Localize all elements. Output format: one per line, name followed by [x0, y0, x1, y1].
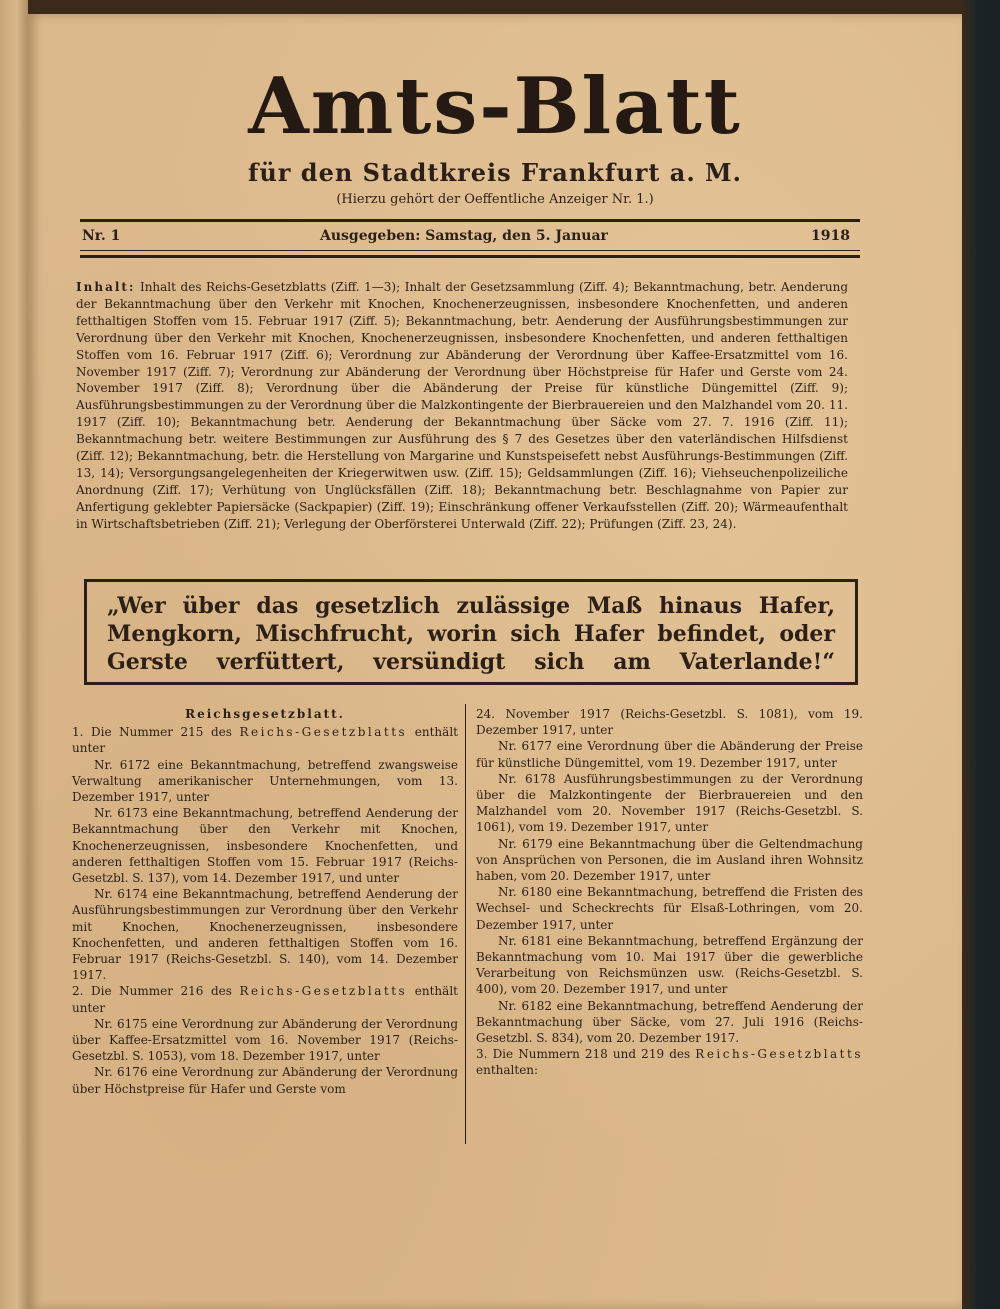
section-heading: Reichsgesetzblatt.: [185, 707, 345, 721]
paragraph: Nr. 6178 Ausführungsbestimmungen zu der Verordnung über die Malzkontingente der Bierbrauereien und den Malzhandel vom 20. November 1917 (Reichs-Gesetzbl. S. 1061), vom 19. Dezember 1917, unter: [476, 771, 863, 835]
quote-text: „Wer über das gesetzlich zulässige Maß hinaus Hafer, Mengkorn, Mischfrucht, worin sich Hafer befindet, oder Gerste verfüttert, versündigt sich am Vaterlande!“: [107, 593, 835, 675]
adjacent-page-edge: [0, 0, 28, 1309]
paragraph: Nr. 6181 eine Bekanntmachung, betreffend Ergänzung der Bekanntmachung vom 10. Mai 1917 über die gewerbliche Verarbeitung von Reichsmünzen usw. (Reichs-Gesetzbl. S. 400), vom 20. Dezember 1917, und unter: [476, 933, 863, 997]
gazette-title: Reichs-Gesetzblatts: [239, 984, 408, 999]
paragraph-lead: 3. Die Nummern 218 und 219 des: [476, 1047, 691, 1062]
newspaper-page: [28, 14, 962, 1309]
header-rule-top: [80, 219, 860, 222]
masthead-title: Amts-Blatt: [248, 61, 742, 152]
issue-year: 1918: [811, 228, 850, 244]
gazette-title: Reichs-Gesetzblatts: [695, 1047, 863, 1062]
left-column: [72, 706, 458, 1097]
table-of-contents: [76, 279, 848, 533]
contents-text: Inhalt des Reichs-Gesetzblatts (Ziff. 1—3); Inhalt der Gesetzsammlung (Ziff. 4); Bekanntmachung, betr. Aenderung der Bekanntmachung über den Verkehr mit Knochen, Knochenerzeugnissen, insbesondere Knochenfetten, und anderen fetthaltigen Stoffen vom 15. Februar 1917 (Ziff. 5); Bekanntmachung, betr. Aenderung der Ausführungsbestimmungen zur Verordnung über den Verkehr mit Knochen, Knochenerzeugnissen, insbesondere Knochenfetten, und anderen fetthaltigen Stoffen vom 16. Februar 1917 (Ziff. 6); Verordnung zur Abänderung der Verordnung über Kaffee-Ersatzmittel vom 16. November 1917 (Ziff. 7); Verordnung zur Abänderung der Verordnung über Höchstpreise für Hafer und Gerste vom 24. November 1917 (Ziff. 8); Verordnung über die Abänderung der Preise für künstliche Düngemittel (Ziff. 9); Ausführungsbestimmungen zu der Verordnung über die Malzkontingente der Bierbrauereien und den Malzhandel vom 20. 11. 1917 (Ziff. 10); Bekanntmachung betr. Aenderung der Bekanntmachung über Säcke vom 27. 7. 1916 (Ziff. 11); Bekanntmachung betr. weitere Bestimmungen zur Ausführung des § 7 des Gesetzes über den vaterländischen Hilfsdienst (Ziff. 12); Bekanntmachung, betr. die Herstellung von Margarine und Kunstspeisefett nebst Ausführungs-Bestimmungen (Ziff. 13, 14); Versorgungsangelegenheiten der Kriegerwitwen usw. (Ziff. 15); Geldsammlungen (Ziff. 16); Viehseuchenpolizeiliche Anordnung (Ziff. 17); Verhütung von Unglücksfällen (Ziff. 18); Bekanntmachung betr. Beschlagnahme von Papier zur Anfertigung geklebter Papiersäcke (Sackpapier) (Ziff. 19); Einschränkung offener Verkaufsstellen (Ziff. 20); Wärmeaufenthalt in Wirtschaftsbetrieben (Ziff. 21); Verlegung der Oberförsterei Unterwald (Ziff. 22); Prüfungen (Ziff. 23, 24).: [76, 280, 848, 531]
paragraph: [72, 983, 458, 1015]
header-rule-mid: [80, 250, 860, 251]
masthead-subtitle: für den Stadtkreis Frankfurt a. M.: [248, 158, 742, 187]
paragraph-tail: enthalten:: [476, 1063, 539, 1078]
paragraph: Nr. 6180 eine Bekanntmachung, betreffend die Fristen des Wechsel- und Scheckrechts für Elsaß-Lothringen, vom 20. Dezember 1917, unter: [476, 885, 863, 932]
paragraph-lead: 1. Die Nummer 215 des: [72, 725, 232, 740]
header-rule-bottom: [80, 255, 860, 258]
issue-number: Nr. 1: [82, 228, 121, 244]
quote-box: [84, 579, 858, 685]
paragraph-lead: 2. Die Nummer 216 des: [72, 984, 232, 999]
paragraph: Nr. 6182 eine Bekanntmachung, betreffend Aenderung der Bekanntmachung über Säcke, vom 27. Juli 1916 (Reichs-Gesetzbl. S. 834), vom 20. Dezember 1917.: [476, 998, 863, 1046]
paragraph: Nr. 6176 eine Verordnung zur Abänderung der Verordnung über Höchstpreise für Hafer und Gerste vom: [72, 1065, 458, 1096]
issue-line: [80, 228, 860, 250]
paragraph: Nr. 6179 eine Bekanntmachung über die Geltendmachung von Ansprüchen von Personen, die im Ausland ihren Wohnsitz haben, vom 20. Dezember 1917, unter: [476, 836, 863, 884]
contents-label: Inhalt:: [76, 280, 136, 294]
paragraph: 24. November 1917 (Reichs-Gesetzbl. S. 1081), vom 19. Dezember 1917, unter: [476, 707, 863, 738]
column-divider: [465, 704, 466, 1144]
book-cover-edge: [962, 0, 1000, 1309]
right-column: [476, 706, 863, 1079]
paragraph: [476, 1046, 863, 1078]
paragraph: Nr. 6175 eine Verordnung zur Abänderung der Verordnung über Kaffee-Ersatzmittel vom 16. November 1917 (Reichs-Gesetzbl. S. 1053), vom 18. Dezember 1917, unter: [72, 1016, 458, 1064]
paragraph: Nr. 6174 eine Bekanntmachung, betreffend Aenderung der Ausführungsbestimmungen zur Verordnung über den Verkehr mit Knochen, Knochenerzeugnissen, insbesondere Knochenfetten, und anderen fetthaltigen Stoffen vom 16. Februar 1917 (Reichs-Gesetzbl. S. 140), vom 14. Dezember 1917.: [72, 887, 458, 983]
paragraph: Nr. 6172 eine Bekanntmachung, betreffend zwangsweise Verwaltung amerikanischer Unternehmungen, vom 13. Dezember 1917, unter: [72, 757, 458, 805]
paragraph: Nr. 6177 eine Verordnung über die Abänderung der Preise für künstliche Düngemittel, vom 19. Dezember 1917, unter: [476, 739, 863, 770]
paragraph-tail: enthält unter: [72, 725, 458, 756]
gazette-title: Reichs-Gesetzblatts: [239, 725, 408, 740]
paragraph: Nr. 6173 eine Bekanntmachung, betreffend Aenderung der Bekanntmachung über den Verkehr mit Knochen, Knochenerzeugnissen, insbesondere Knochenfetten, und anderen fetthaltigen Stoffen vom 15. Februar 1917 (Reichs-Gesetzbl. S. 137), vom 14. Dezember 1917, und unter: [72, 806, 458, 886]
paragraph: [72, 724, 458, 756]
paragraph-tail: enthält unter: [72, 984, 458, 1015]
issue-date: Ausgegeben: Samstag, den 5. Januar: [320, 228, 608, 244]
masthead-note: (Hierzu gehört der Oeffentliche Anzeiger Nr. 1.): [336, 192, 654, 207]
